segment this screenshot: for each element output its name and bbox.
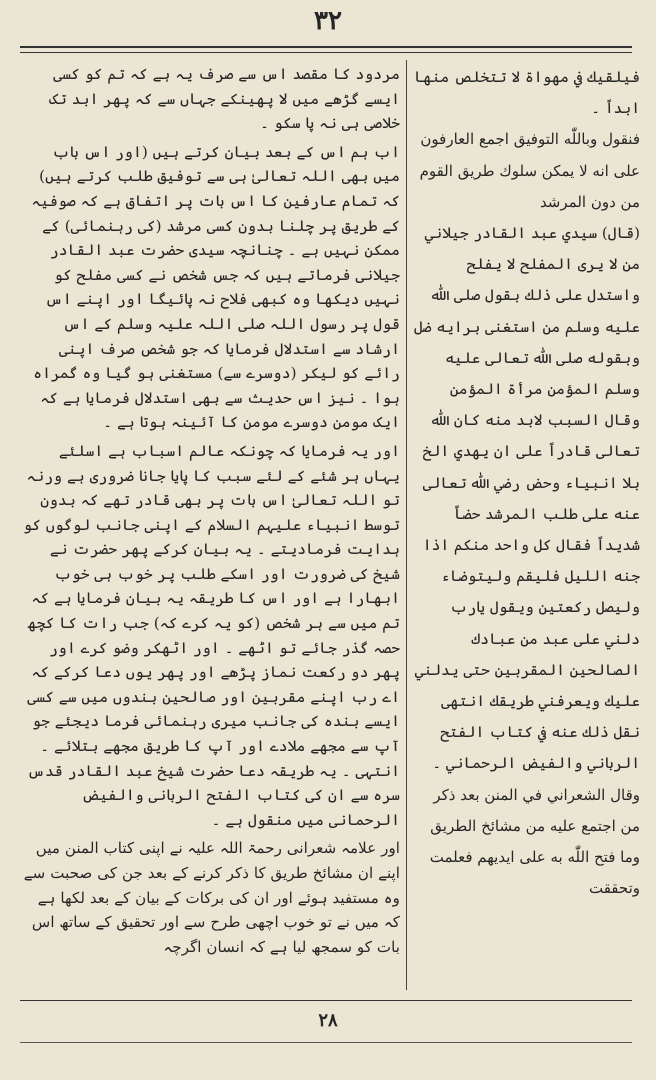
urdu-paragraph: مردود کا مقصد اس سے صرف یہ ہے کہ تم کو کسی ایسے گڑھے میں لا پھینکے جہاں سے کہ پھر ابد تک خلاصی ہی نہ پا سکو ۔	[49, 65, 400, 133]
footer-rule	[20, 1000, 632, 1001]
arabic-paragraph: (قال) سيدي عبد القادر جيلاني من لا يرى المفلح لا يفلح واستدل على ذلك بقول صلى اللّٰه عليه وسلم من استغنى برايه ضل وبقوله صلى اللّٰه تعالى عليه وسلم المؤمن مرأة المؤمن وقال السبب لابد منه كان اللّٰه تعالى قادراً على ان يهدي الخ بلا انبياء وحض رضي اللّٰه تعالى عنه على طلب المرشد حضاً شديداً فقال كل واحد منكم اذا جنه الليل فليقم وليتوضاء وليصل ركعتين ويقول يارب دلني على عبد من عبادك الصالحين المقربين حتى يدلني عليك ويعرفني طريقك انتهى نقل ذلك عنه في كتاب الفتح الرباني والفيض الرحماني ۔	[414, 224, 640, 773]
urdu-paragraph: اور یہ فرمایا کہ چونکہ عالم اسباب ہے اسلئے یہاں ہر شئے کے لئے سبب کا پایا جانا ضروری ہے ورنہ تو اللہ تعالیٰ اس بات پر بھی قادر تھے کہ بدون توسط انبیاء علیہم السلام کے اپنی جانب لوگوں کو ہدایت فرمادیتے ۔ یہ بیان کرکے پھر حضرت نے شیخ کی ضرورت اور اسکے طلب پر خوب ہی خوب ابھارا ہے اور اس کا طریقہ یہ بیان فرمایا ہے کہ تم میں سے ہر شخص (کو یہ کرے کہ) جب رات کا کچھ حصہ گذر جائے تو اٹھے ۔ اور اٹھکر وضو کرے اور پھر دو رکعت نماز پڑھے اور پھر یوں دعا کرکے کہ اے رب اپنے مقربین اور صالحین بندوں میں سے کسی ایسے بندہ کی جانب میری رہنمائی فرما دیجئے جو آپ سے مجھے ملادے اور آپ کا طریق مجھے بتلائے ۔ انتہی ۔ یہ طریقہ دعا حضرت شیخ عبد القادر قدس سرہ سے ان کی کتاب الفتح الربانی والفیض الرحمانی میں منقول ہے ۔	[23, 441, 400, 829]
arabic-paragraph: فيلقيك في مهواة لا تتخلص منها ابداً ۔	[414, 68, 640, 118]
page-number-bottom: ۲۸	[318, 1010, 338, 1031]
arabic-paragraph: فنقول وباللّٰه التوفيق اجمع العارفون على انه لا يمكن سلوك طريق القوم من دون المرشد	[419, 130, 640, 211]
urdu-paragraph: اور علامہ شعرانی رحمۃ اللہ علیہ نے اپنی کتاب المنن میں اپنے ان مشائخ طریق کا ذکر کرنے کے بعد جن کی صحبت سے وہ مستفید ہوئے اور ان کی برکات کے بیان کے بعد لکھا ہے کہ میں نے تو خوب اچھی طرح سے اور تحقیق کے ساتھ اس بات کو سمجھ لیا ہے کہ انسان اگرچہ	[23, 839, 400, 956]
arabic-paragraph: وقال الشعراني في المنن بعد ذكر من اجتمع عليه من مشائخ الطريق وما فتح اللّٰه به على ايديهم فعلمت وتحققت	[429, 785, 640, 898]
urdu-paragraph: اب ہم اس کے بعد بیان کرتے ہیں (اور اس باب میں بھی اللہ تعالیٰ ہی سے توفیق طلب کرتے ہیں) کہ تمام عارفین کا اس بات پر اتفاق ہے کہ صوفیہ کے طریق پر چلنا بدون کسی مرشد (کی رہنمائی) کے ممکن نہیں ہے ۔ چنانچہ سیدی حضرت عبد القادر جیلانی فرماتے ہیں کہ جس شخص نے کسی مفلح کو نہیں دیکھا وہ کبھی فلاح نہ پائیگا اور اپنے اس قول پر رسول اللہ صلی اللہ علیہ وسلم کے اس ارشاد سے استدلال فرمایا کہ جو شخص صرف اپنی رائے کو لیکر (دوسرے سے) مستغنی ہو گیا وہ گمراہ ہوا ۔ نیز اس حدیث سے بھی استدلال فرمایا ہے کہ ایک مومن دوسرے مومن کا آئینہ ہوتا ہے ۔	[31, 142, 400, 432]
footer-rule-thin	[20, 1042, 632, 1043]
arabic-text-column	[414, 62, 640, 904]
page-number-top: ۳۲	[314, 6, 342, 36]
header-rule	[20, 46, 632, 48]
urdu-text-column	[22, 62, 400, 959]
column-divider	[406, 60, 407, 990]
header-rule-thin	[20, 52, 632, 53]
